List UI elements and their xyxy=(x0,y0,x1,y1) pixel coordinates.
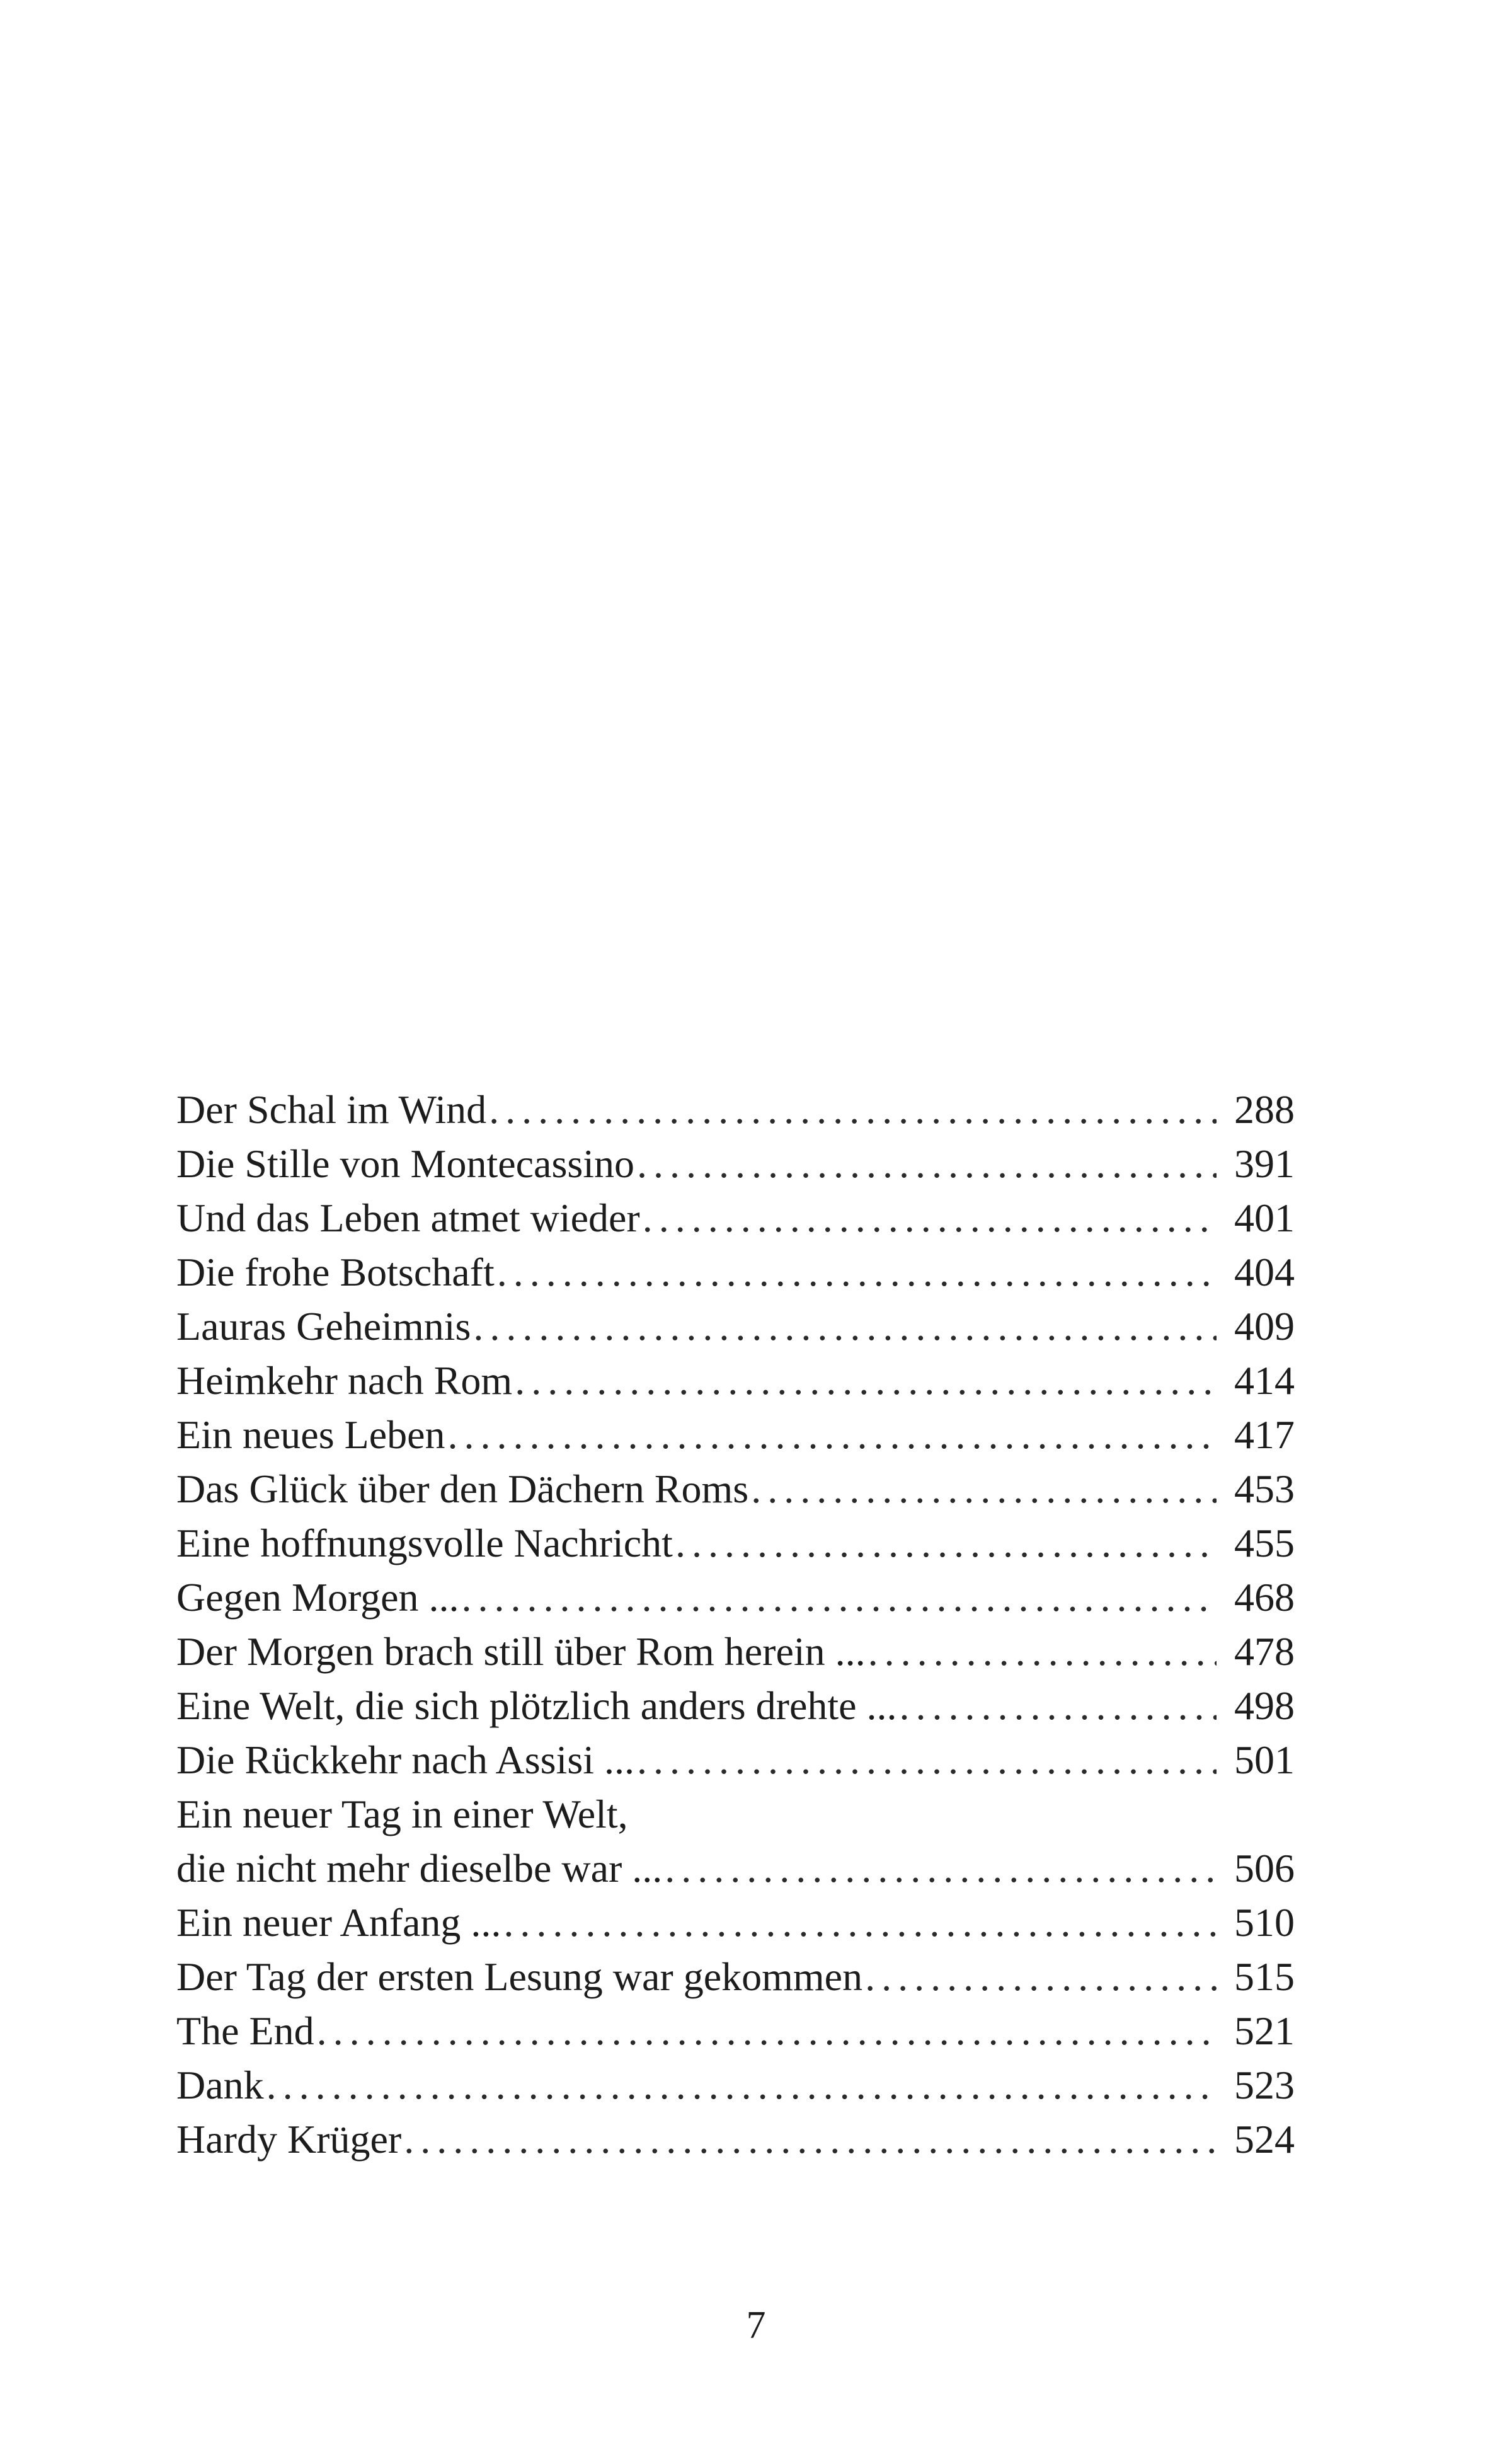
toc-entry-page: 455 xyxy=(1234,1521,1295,1565)
toc-entry-title: Die Stille von Montecassino xyxy=(176,1141,635,1186)
toc-entry-page: 409 xyxy=(1234,1304,1295,1349)
toc-entry xyxy=(176,1245,1295,1299)
toc-entry-title: Hardy Krüger xyxy=(176,2117,402,2162)
toc-entry-page: 391 xyxy=(1234,1141,1295,1186)
dot-leader xyxy=(637,1137,1217,1191)
toc-entry-title: Das Glück über den Dächern Roms xyxy=(176,1466,749,1511)
toc-entry xyxy=(176,2004,1295,2058)
toc-entry-title: Die frohe Botschaft xyxy=(176,1250,495,1294)
toc-entry xyxy=(176,1733,1295,1787)
toc-entry-title: Der Schal im Wind xyxy=(176,1087,487,1132)
toc-entry xyxy=(176,1625,1295,1679)
toc-entry-title: Der Tag der ersten Lesung war gekommen xyxy=(176,1954,863,1999)
toc-entry-page: 515 xyxy=(1234,1954,1295,1999)
toc-entry-title: Eine Welt, die sich plötzlich anders drehte ... xyxy=(176,1683,897,1728)
dot-leader xyxy=(462,1570,1217,1625)
toc-entry-title: Eine hoffnungsvolle Nachricht xyxy=(176,1521,673,1565)
dot-leader xyxy=(751,1462,1217,1516)
toc-entry-page: 523 xyxy=(1234,2063,1295,2107)
dot-leader xyxy=(473,1299,1217,1354)
toc-entry-page: 498 xyxy=(1234,1683,1295,1728)
toc-entry xyxy=(176,1950,1295,2004)
dot-leader xyxy=(900,1679,1217,1733)
toc-entry xyxy=(176,1841,1295,1896)
dot-leader xyxy=(489,1083,1217,1137)
dot-leader xyxy=(865,1950,1217,2004)
toc-entry xyxy=(176,1191,1295,1245)
toc-entry-page: 524 xyxy=(1234,2117,1295,2162)
toc-entry-title: Und das Leben atmet wieder xyxy=(176,1195,640,1240)
toc-entry xyxy=(176,1679,1295,1733)
toc-entry-title: Ein neuer Anfang ... xyxy=(176,1900,501,1945)
toc-entry xyxy=(176,2058,1295,2112)
toc-entry-title: Heimkehr nach Rom xyxy=(176,1358,513,1403)
toc-entry-page: 478 xyxy=(1234,1629,1295,1674)
toc-entry-page: 401 xyxy=(1234,1195,1295,1240)
page-number: 7 xyxy=(746,2304,766,2347)
toc-entry xyxy=(176,1408,1295,1462)
toc-entry-page: 506 xyxy=(1234,1846,1295,1891)
table-of-contents xyxy=(176,1083,1295,2167)
toc-entry-title: Ein neues Leben xyxy=(176,1412,445,1457)
toc-entry-page: 510 xyxy=(1234,1900,1295,1945)
dot-leader xyxy=(404,2112,1217,2167)
toc-entry xyxy=(176,1516,1295,1570)
toc-entry-page: 414 xyxy=(1234,1358,1295,1403)
dot-leader xyxy=(503,1896,1217,1950)
dot-leader xyxy=(317,2004,1217,2058)
toc-entry-page: 417 xyxy=(1234,1412,1295,1457)
toc-entry-title: Dank xyxy=(176,2063,264,2107)
toc-entry-title-line: Ein neuer Tag in einer Welt, xyxy=(176,1792,628,1836)
toc-entry-title: die nicht mehr dieselbe war ... xyxy=(176,1846,663,1891)
toc-entry xyxy=(176,1137,1295,1191)
toc-entry-page: 404 xyxy=(1234,1250,1295,1294)
toc-entry-page: 468 xyxy=(1234,1575,1295,1620)
toc-entry xyxy=(176,1354,1295,1408)
toc-entry xyxy=(176,1299,1295,1354)
toc-entry-title: Die Rückkehr nach Assisi ... xyxy=(176,1737,634,1782)
toc-entry xyxy=(176,1083,1295,1137)
toc-entry-page: 521 xyxy=(1234,2008,1295,2053)
toc-entry-title: Gegen Morgen ... xyxy=(176,1575,459,1620)
dot-leader xyxy=(868,1625,1217,1679)
toc-entry-title: Lauras Geheimnis xyxy=(176,1304,471,1349)
dot-leader xyxy=(266,2058,1217,2112)
toc-entry-title: The End xyxy=(176,2008,314,2053)
toc-entry-title: Der Morgen brach still über Rom herein ... xyxy=(176,1629,866,1674)
toc-entry xyxy=(176,2112,1295,2167)
dot-leader xyxy=(515,1354,1217,1408)
toc-entry xyxy=(176,1462,1295,1516)
dot-leader xyxy=(497,1245,1217,1299)
toc-entry-multiline xyxy=(176,1787,1295,1896)
dot-leader xyxy=(675,1516,1217,1570)
toc-entry xyxy=(176,1896,1295,1950)
dot-leader xyxy=(665,1841,1217,1896)
toc-entry-page: 288 xyxy=(1234,1087,1295,1132)
dot-leader xyxy=(448,1408,1217,1462)
dot-leader xyxy=(643,1191,1217,1245)
toc-entry-page: 501 xyxy=(1234,1737,1295,1782)
dot-leader xyxy=(637,1733,1217,1787)
toc-entry xyxy=(176,1570,1295,1625)
toc-entry-page: 453 xyxy=(1234,1466,1295,1511)
